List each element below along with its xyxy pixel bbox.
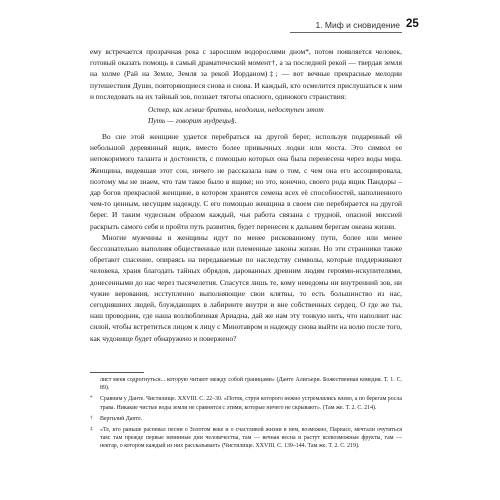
footnote-2-marker: † <box>90 415 93 421</box>
footnote-2 <box>90 415 402 423</box>
footnote-rule <box>90 372 144 373</box>
footnote-1-marker: * <box>90 396 93 402</box>
footnote-3-marker: ‡ <box>90 427 93 433</box>
page-number: 25 <box>406 18 419 30</box>
paragraph-3: Многие мужчины и женщины идут по менее рискованному пути, более или менее бессознательно выполняя общественные или племенные законы жизни. Но эти странники также обретают спасение, опираясь на передаваемые по наследству символы, которые поддерживают человека, храня благодать тайных обрядов, дарованных древним людям героями-искупителями, донесенными до нас через тысячелетия. Спасутся лишь те, кому неведомы ни внутренний зов, ни чужие верования, исступленно выполняющие свои клятвы, то есть большинство из нас, сегодняшних людей, блуждающих в лабиринте внутри и вне собственных сердец. О где же ты, наш проводник, где наша возлюбленная Ариадна, дай же нам эту тонкую нить, что наполнит нас силой, чтобы встретиться лицом к лицу с Минотавром и надежду снова выйти на волю после того, как чудовище будет обнаружено и повержено? <box>90 232 402 343</box>
footnotes <box>90 372 402 454</box>
poem-line-1: Остер, как лезвие бритвы, неодолим, недоступен этот <box>148 105 324 115</box>
main-text <box>90 46 402 344</box>
footnote-1-text: Сравним у Данте. Чистилище. XXVIII. С. 22–30. «Поток, струи которого нежно устремлялись влево, а по берегам росла трава. Никакие чистые воды земли не сравнятся с этими, которые ничего не скрывают». (Там же. Т. 2. С. 214). <box>100 396 402 411</box>
poem-quote <box>148 104 402 126</box>
footnote-continuation: лист меня содрогнуться... которую читают между собой границами» (Данте Алигьери. Божественная комедия. Т. 1. С. 89). <box>100 377 402 392</box>
page-header <box>0 18 500 34</box>
footnote-1 <box>90 395 402 411</box>
footnote-3-text: «Те, кто раньше распевал песни о Золотом веке и о счастливой жизни в нем, возможно, Парнасе, мечтали очутиться там: там прежде первые невинные дни человечества, там — вечная весна и растут всевозможные фрукты, там — нектар, о котором каждый из них рассказывает» (Чистилище. XXVIII. С. 139–144. Там же. Т. 2. С. 219). <box>100 427 402 450</box>
running-title: 1. Миф и сновидение <box>315 20 400 30</box>
poem-line-2: Путь — говорит мудрецы§. <box>148 116 237 126</box>
footnote-2-text: Вергилий Данте. <box>100 415 143 422</box>
paragraph-2: Во сне этой женщине удается перебраться на другой берег, используя подаренный ей небольшой деревянный ящик, вместо более привычных лодки или моста. Это символ ее непокоримого таланта и достоинств, с помощью которых она была перенесена через воды мира. Женщина, видевшая этот сон, ничего не рассказала нам о том, с чем она его ассоциировала, поэтому мы не знаем, что там такое было в ящике; но это, конечно, своего рода ящик Пандоры – дар богов прекрасной женщине, в котором хранятся семена всех её способностей, наполненного чем-то ценным, несущим надежду. С его помощью женщина в своем сне перебирается на другой берег. И таким чудесным образом каждый, чья работа связана с трудной, опасной миссией раскрыть самого себя и пройти путь развития, будет перенесен к дальним берегам океана жизни. <box>90 132 402 231</box>
footnote-3 <box>90 426 402 451</box>
header-rule <box>290 32 402 33</box>
paragraph-1: ему встречается прозрачная река с заросшим водорослями дном*, потом появляется человек, готовый оказать помощь в самый драматический момент†, а за последней рекой — твердая земля на холме (Рай на Земле, Земля за рекой Иорданом)‡; — вот вечные прекрасные мелодии путешествия Души, повторяющиеся снова и снова. И каждый, кто осмелится прислушаться к ним и последовать на их тайный зов, познает тяготы опасного, одинокого странствия: <box>90 47 402 101</box>
